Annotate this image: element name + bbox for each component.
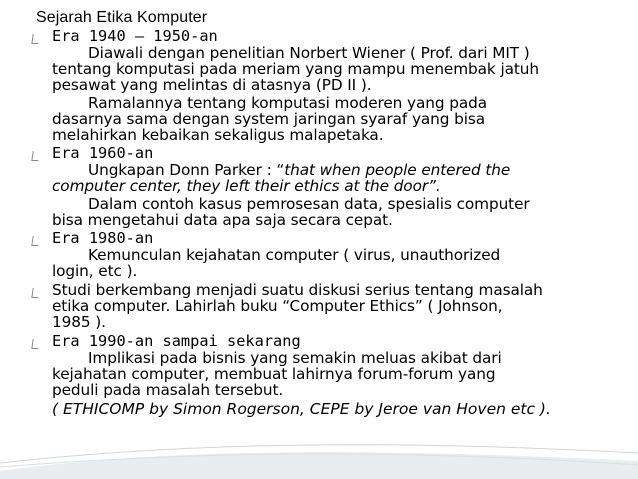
bullet-icon: [31, 34, 39, 44]
item-heading: Era 1980-an: [52, 229, 154, 247]
para-line: etika computer. Lahirlah buku “Computer Ethics” ( Johnson,: [52, 297, 503, 315]
closing-note: ( ETHICOMP by Simon Rogerson, CEPE by Jeroe van Hoven etc ).: [52, 400, 551, 418]
para-line: Studi berkembang menjadi suatu diskusi serius tentang masalah: [52, 281, 543, 299]
para-line: peduli pada masalah tersebut.: [52, 381, 284, 399]
para-line: bisa mengetahui data apa saja secara cepat.: [52, 211, 393, 229]
para-line: Implikasi pada bisnis yang semakin meluas akibat dari: [88, 349, 502, 367]
para-line: Kemunculan kejahatan computer ( virus, unauthorized: [88, 246, 501, 264]
list-item-era-1990: [32, 333, 627, 350]
item-heading: Era 1960-an: [52, 144, 154, 162]
para-line: Dalam contoh kasus pemrosesan data, spesialis computer: [88, 195, 530, 213]
para-line: tentang komputasi pada meriam yang mampu menembak jatuh: [52, 60, 539, 78]
paragraph: [32, 95, 627, 143]
decorative-swoosh: [0, 409, 638, 479]
quote-text: computer center, they left their ethics at the door”.: [52, 177, 441, 195]
para-line: dasarnya sama dengan system jaringan syaraf yang bisa: [52, 110, 486, 128]
para-line: melahirkan kebaikan sekaligus malapetaka.: [52, 126, 384, 144]
item-heading: Era 1990-an sampai sekarang: [52, 332, 301, 350]
list-item-era-1940: [32, 28, 627, 45]
slide-body: [32, 28, 627, 418]
bullet-icon: [31, 339, 39, 349]
bullet-icon: [31, 151, 39, 161]
paragraph: [32, 45, 627, 93]
para-line: pesawat yang melintas di atasnya (PD II ).: [52, 76, 372, 94]
para-line: 1985 ).: [52, 313, 106, 331]
list-item-era-1980: [32, 230, 627, 247]
para-line: login, etc ).: [52, 262, 138, 280]
paragraph: [32, 247, 627, 279]
quote-prefix: Ungkapan Donn Parker : “: [88, 161, 285, 179]
quote-paragraph: [32, 162, 627, 194]
paragraph: [32, 350, 627, 398]
paragraph: [32, 196, 627, 228]
para-line: Diawali dengan penelitian Norbert Wiener ( Prof. dari MIT ): [88, 44, 530, 62]
list-item-studi: [32, 282, 627, 330]
quote-line: [52, 162, 627, 178]
bullet-icon: [31, 236, 39, 246]
item-heading: Era 1940 – 1950-an: [52, 27, 218, 45]
para-line: kejahatan computer, membuat lahirnya forum-forum yang: [52, 365, 496, 383]
para-line: Ramalannya tentang komputasi moderen yang pada: [88, 94, 487, 112]
quote-text: that when people entered the: [284, 161, 511, 179]
slide-title: Sejarah Etika Komputer: [36, 9, 208, 26]
bullet-icon: [31, 288, 39, 298]
list-item-era-1960: [32, 145, 627, 162]
